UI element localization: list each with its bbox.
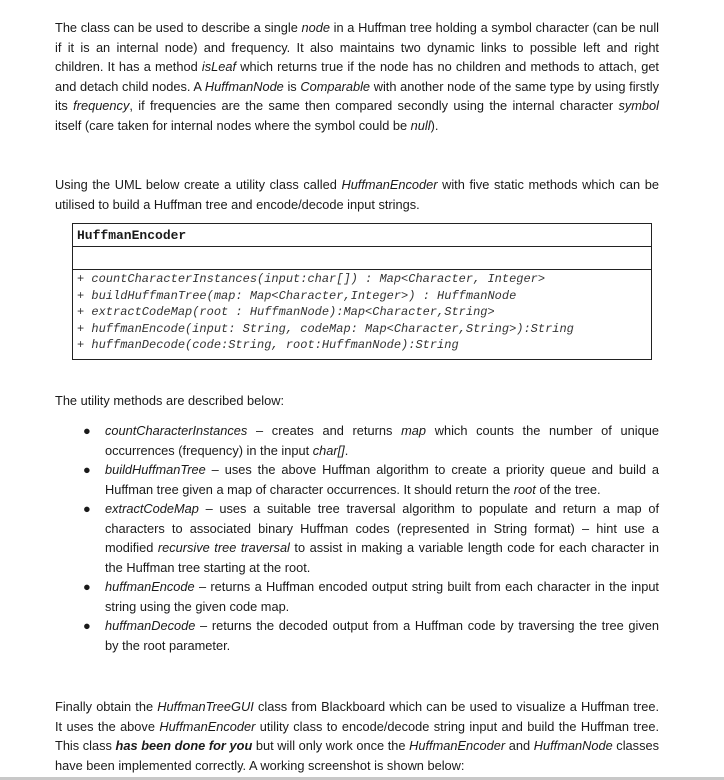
text-run: HuffmanEncoder <box>159 718 256 734</box>
text-run: HuffmanNode <box>533 738 613 753</box>
uml-operation: + huffmanEncode(input: String, codeMap: Map<Character,String>):String <box>77 321 574 336</box>
list-item <box>85 577 659 616</box>
method-name: huffmanDecode <box>105 618 196 633</box>
text-run: The class can be used to describe a single <box>55 20 302 35</box>
method-name: extractCodeMap <box>105 501 199 516</box>
text-run: Finally obtain the <box>55 699 158 714</box>
bullet-icon: ● <box>83 501 91 516</box>
text-run: – returns the decoded output from a Huffman code by traversing the tree given by the root parameter. <box>105 618 659 653</box>
text-run: isLeaf <box>201 59 237 74</box>
text-run: . <box>344 442 349 458</box>
list-item <box>85 421 659 460</box>
list-item <box>85 616 659 655</box>
text-run: and <box>505 738 534 753</box>
list-item <box>85 460 659 499</box>
intro-paragraph <box>55 18 659 135</box>
text-run: Using the UML below create a utility class called <box>55 177 342 192</box>
uml-operation: + buildHuffmanTree(map: Map<Character,Integer>) : HuffmanNode <box>77 288 517 303</box>
text-run: but will only work once the <box>252 738 410 753</box>
uml-class-name: HuffmanEncoder <box>77 228 187 243</box>
uml-operation: + extractCodeMap(root : HuffmanNode):Map<Character,String> <box>77 305 495 319</box>
text-run: to assist in making a variable length code for each character in the Huffman tree starting at the root. <box>105 540 659 575</box>
text-run: – creates and returns <box>247 423 402 438</box>
text-run: HuffmanEncoder <box>341 177 438 192</box>
text-run: , if frequencies are the same then compared secondly using the internal character <box>129 98 619 113</box>
text-run: classes have been implemented correctly. A working screenshot is shown below: <box>55 738 659 773</box>
method-name: huffmanEncode <box>105 579 195 594</box>
uml-lead-paragraph <box>55 175 659 214</box>
text-run: utility class to encode/decode string input and build the Huffman tree. This class <box>55 718 659 753</box>
methods-list <box>85 421 659 655</box>
uml-operation: + countCharacterInstances(input:char[]) : Map<Character, Integer> <box>77 272 546 286</box>
method-name: buildHuffmanTree <box>105 462 206 477</box>
uml-attributes-section <box>73 246 651 269</box>
text-run: node <box>301 20 330 35</box>
list-item <box>85 499 659 577</box>
text-run: – uses the above Huffman algorithm to create a priority queue and build a Huffman tree given a map of character occurrences. It should return the <box>105 462 659 497</box>
text-run: null <box>410 117 431 133</box>
text-run: has been done for you <box>115 738 253 753</box>
final-paragraph <box>55 697 659 775</box>
text-run: is <box>283 78 301 94</box>
method-name: countCharacterInstances <box>105 423 248 438</box>
text-run: which counts the number of unique occurrences (frequency) in the input <box>105 423 659 458</box>
text-run: with five static methods which can be utilised to build a Huffman tree and encode/decode input strings. <box>55 177 659 212</box>
text-run: which returns true if the node has no children and methods to attach, get and detach child nodes. A <box>55 59 659 94</box>
text-run: HuffmanNode <box>204 78 284 94</box>
text-run: frequency <box>73 98 130 113</box>
text-run: – returns a Huffman encoded output string built from each character in the input string using the given code map. <box>105 579 659 614</box>
text-run: map <box>401 423 426 438</box>
text-run: ). <box>430 117 439 133</box>
bullet-icon: ● <box>83 423 91 438</box>
uml-operation: + huffmanDecode(code:String, root:HuffmanNode):String <box>77 338 459 352</box>
text-run: root <box>513 481 536 497</box>
methods-lead-paragraph: The utility methods are described below: <box>55 393 285 408</box>
text-run: char[] <box>312 442 345 458</box>
bullet-icon: ● <box>83 579 91 594</box>
text-run: itself (care taken for internal nodes where the symbol could be <box>55 117 411 133</box>
uml-operations-section <box>73 269 651 359</box>
bullet-icon: ● <box>83 618 91 633</box>
text-run: HuffmanEncoder <box>409 738 506 753</box>
bullet-icon: ● <box>83 462 91 477</box>
uml-class-diagram <box>72 223 652 360</box>
text-run: symbol <box>618 98 659 113</box>
text-run: with another node of the same type by using firstly its <box>55 78 659 113</box>
text-run: Comparable <box>300 78 371 94</box>
text-run: recursive tree traversal <box>157 540 290 555</box>
text-run: class from Blackboard which can be used to visualize a Huffman tree. It uses the above <box>55 699 660 734</box>
text-run: in a Huffman tree holding a symbol character (can be null if it is an internal node) and frequency. It also maintains two dynamic links to possible left and right children. It has a method <box>55 20 659 74</box>
text-run: of the tree. <box>535 481 601 497</box>
text-run: – uses a suitable tree traversal algorithm to populate and return a map of characters to associated binary Huffman codes (represented in String format) – hint use a modified <box>105 501 659 555</box>
text-run: HuffmanTreeGUI <box>157 699 254 714</box>
